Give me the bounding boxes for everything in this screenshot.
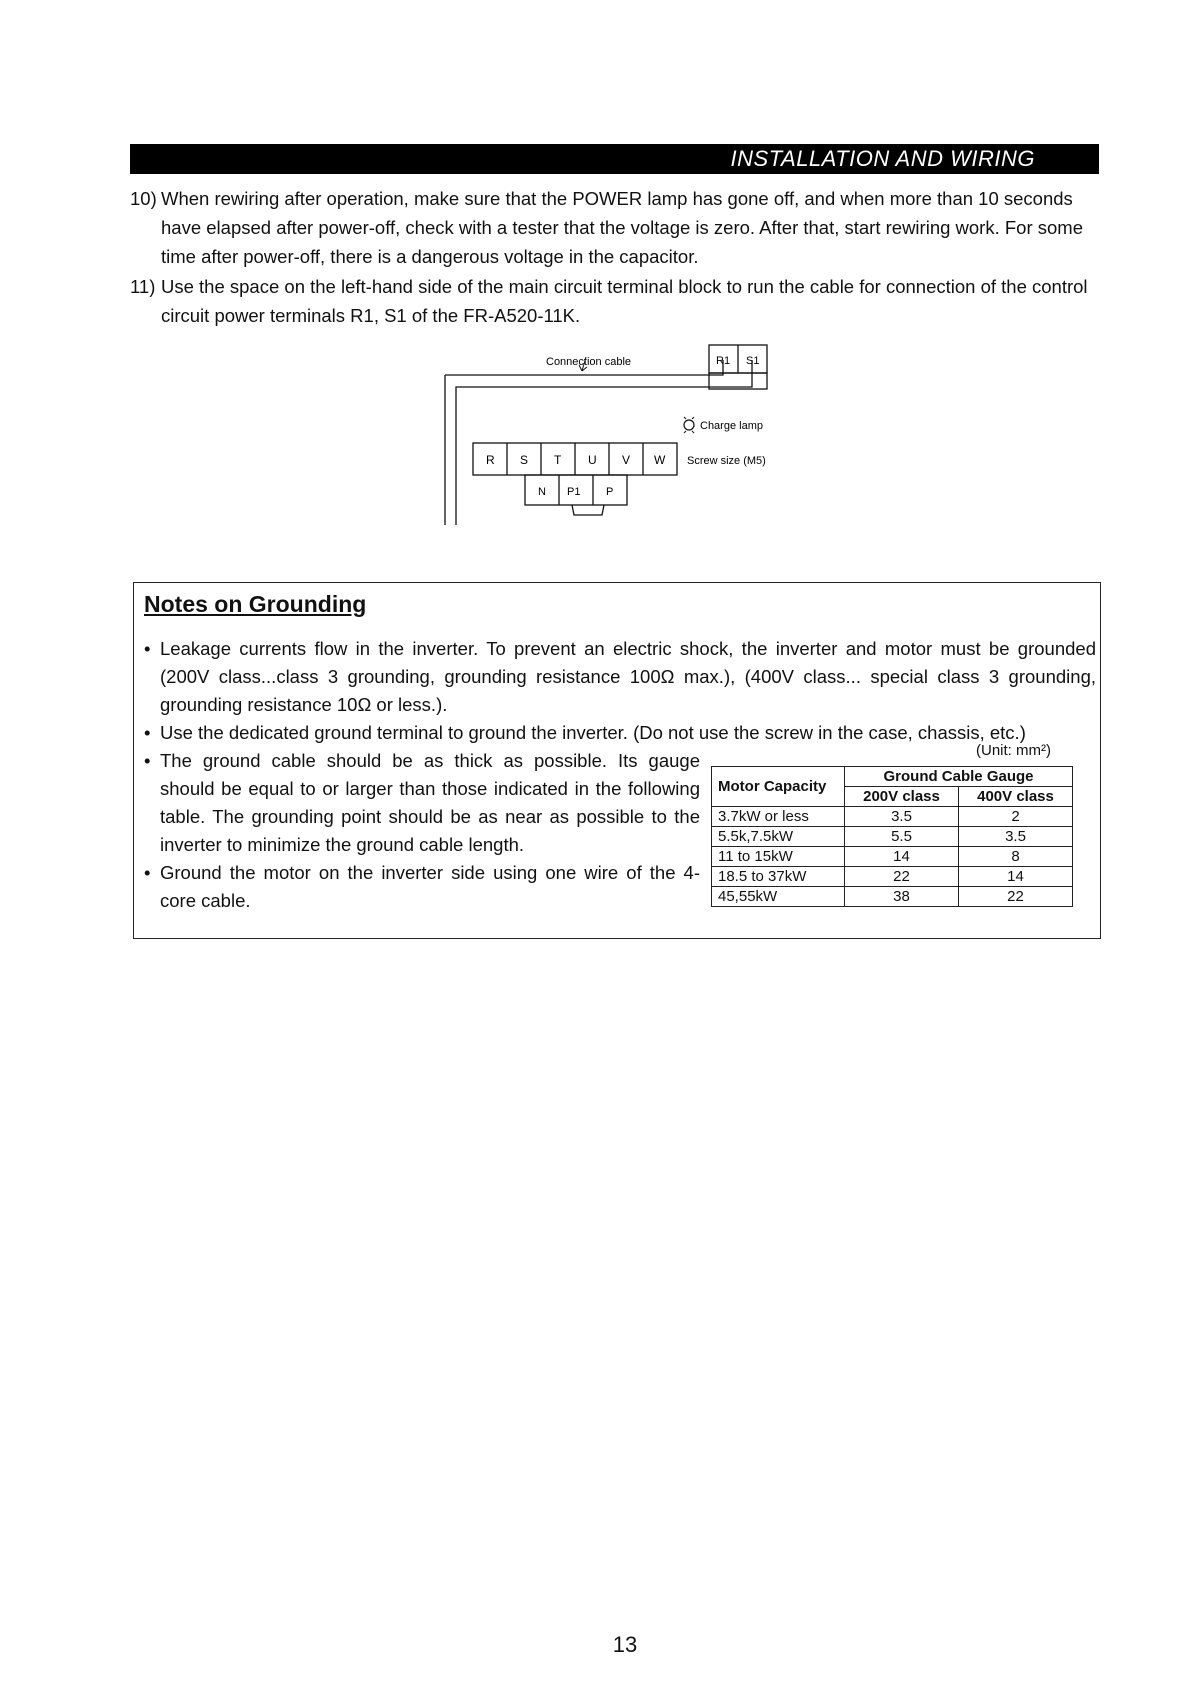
bullet-icon: • [144, 750, 151, 771]
bullet-icon: • [144, 722, 151, 743]
main-terminal-block [473, 443, 677, 475]
ground-cable-gauge-table [711, 766, 1073, 907]
cell-400v: 8 [959, 847, 1073, 867]
bullet-text: The ground cable should be as thick as possible. Its gauge should be equal to or larger than those indicated in the following table. The grounding point should be as near as possible to the inverter to minimize the ground cable length. [160, 750, 700, 855]
bullet-icon: • [144, 862, 151, 883]
cell-200v: 14 [845, 847, 959, 867]
section-header-bar [130, 144, 1099, 174]
cell-400v: 3.5 [959, 827, 1073, 847]
terminal-p: P [606, 486, 614, 498]
terminal-block-diagram [440, 335, 800, 535]
connection-cable-label: Connection cable [546, 356, 632, 368]
grounding-bullet-2 [144, 719, 1096, 747]
bullet-text: Ground the motor on the inverter side using one wire of the 4-core cable. [160, 862, 700, 911]
cell-200v: 22 [845, 867, 959, 887]
header-400v-class: 400V class [959, 787, 1073, 807]
charge-lamp-label: Charge lamp [700, 420, 763, 432]
cell-capacity: 11 to 15kW [712, 847, 845, 867]
jumper-bar [572, 505, 604, 515]
header-motor-capacity: Motor Capacity [712, 767, 845, 807]
terminal-r: R [486, 453, 495, 467]
terminal-w: W [654, 453, 666, 467]
table-row [712, 807, 1073, 827]
table-row [712, 827, 1073, 847]
table-row [712, 887, 1073, 907]
bullet-text: Leakage currents flow in the inverter. To prevent an electric shock, the inverter and motor must be grounded (200V class...class 3 grounding, grounding resistance 100Ω max.), (400V class... special class 3 grounding, grounding resistance 10Ω or less.). [160, 638, 1096, 715]
screw-size-label: Screw size (M5) [687, 455, 766, 467]
terminal-r1: R1 [716, 355, 731, 367]
terminal-s1: S1 [746, 355, 760, 367]
header-200v-class: 200V class [845, 787, 959, 807]
grounding-bullet-4 [144, 859, 700, 915]
charge-lamp-icon [684, 417, 694, 433]
cell-400v: 2 [959, 807, 1073, 827]
item-number: 10) [130, 188, 157, 209]
cell-200v: 5.5 [845, 827, 959, 847]
terminal-n: N [538, 486, 546, 498]
terminal-u: U [588, 453, 597, 467]
cell-400v: 22 [959, 887, 1073, 907]
terminal-s: S [520, 453, 529, 467]
table-header-row [712, 767, 1073, 787]
grounding-bullet-1 [144, 635, 1096, 719]
table-row [712, 867, 1073, 887]
instruction-item-11 [130, 272, 1100, 330]
terminal-v: V [622, 453, 631, 467]
page-number: 13 [612, 1632, 638, 1657]
terminal-t: T [554, 453, 562, 467]
cell-200v: 3.5 [845, 807, 959, 827]
header-ground-cable-gauge: Ground Cable Gauge [845, 767, 1073, 787]
cell-400v: 14 [959, 867, 1073, 887]
cell-capacity: 45,55kW [712, 887, 845, 907]
control-terminal-block [709, 345, 767, 389]
instruction-item-10 [130, 184, 1100, 271]
item-number: 11) [130, 276, 156, 297]
item-text: Use the space on the left-hand side of the main circuit terminal block to run the cable for connection of the control circuit power terminals R1, S1 of the FR-A520-11K. [161, 276, 1088, 326]
notes-title: Notes on Grounding [144, 591, 367, 617]
bullet-icon: • [144, 638, 151, 659]
bullet-text: Use the dedicated ground terminal to ground the inverter. (Do not use the screw in the case, chassis, etc.) [160, 722, 1026, 743]
cell-capacity: 3.7kW or less [712, 807, 845, 827]
cell-capacity: 5.5k,7.5kW [712, 827, 845, 847]
cell-200v: 38 [845, 887, 959, 907]
cell-capacity: 18.5 to 37kW [712, 867, 845, 887]
terminal-p1: P1 [567, 486, 581, 498]
dc-terminal-block [525, 475, 627, 515]
grounding-bullet-3 [144, 747, 700, 859]
item-text: When rewiring after operation, make sure that the POWER lamp has gone off, and when more than 10 seconds have elapsed after power-off, check with a tester that the voltage is zero. After that, start rewiring work. For some time after power-off, there is a dangerous voltage in the capacitor. [161, 188, 1084, 267]
grounding-notes-box [133, 582, 1101, 939]
table-row [712, 847, 1073, 867]
section-header-title: INSTALLATION AND WIRING [730, 146, 1035, 171]
table-unit-label: (Unit: mm²) [976, 742, 1051, 759]
